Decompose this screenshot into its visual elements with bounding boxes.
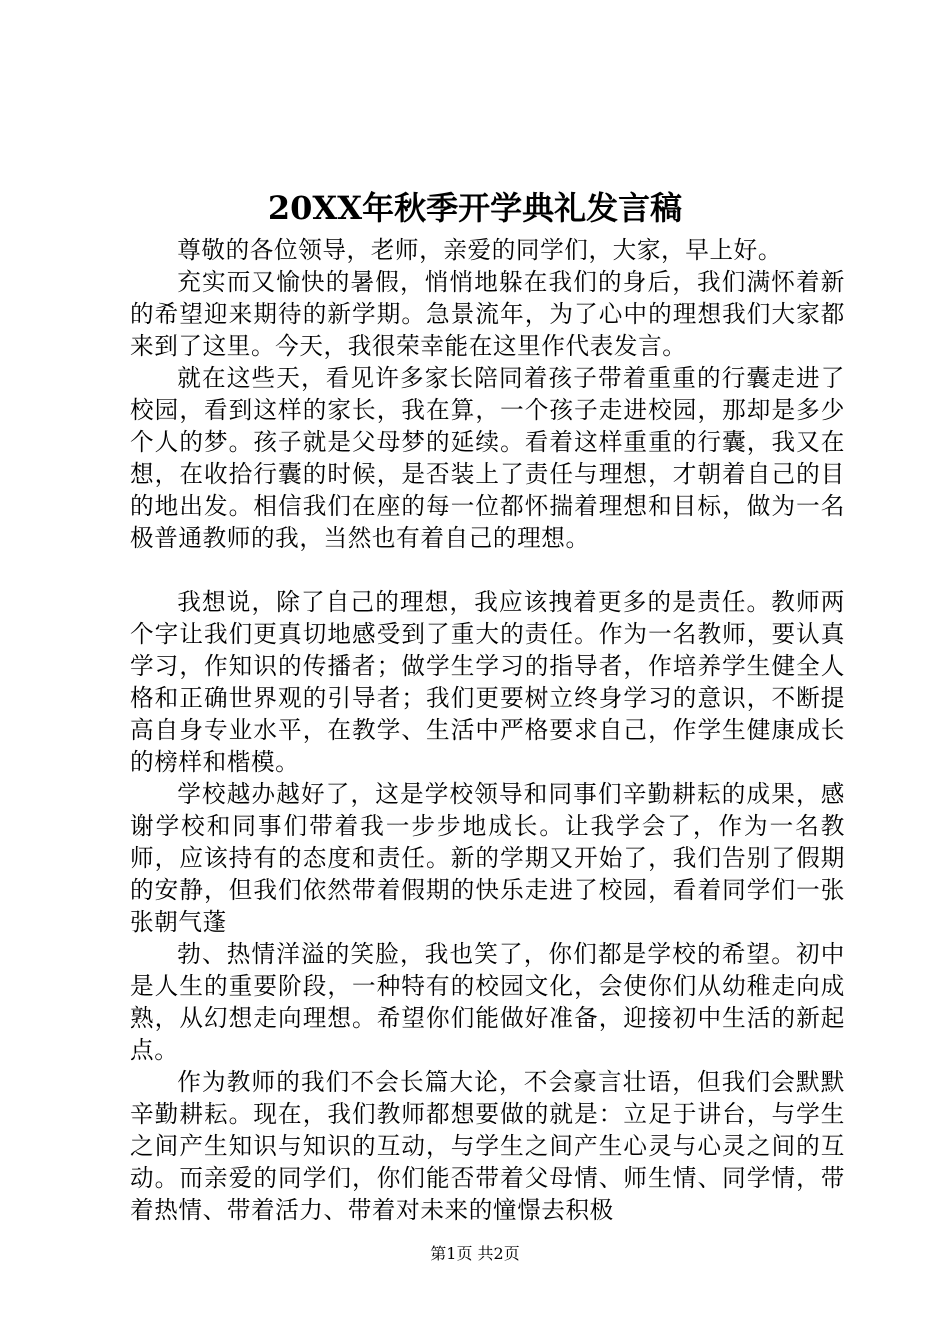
paragraph: 就在这些天，看见许多家长陪同着孩子带着重重的行囊走进了校园，看到这样的家长，我在算，一个孩子走进校园，那却是多少个人的梦。孩子就是父母梦的延续。看着这样重重的行囊，我又在想，在收拾行囊的时候，是否装上了责任与理想，才朝着自己的目的地出发。相信我们在座的每一位都怀揣着理想和目标，做为一名极普通教师的我，当然也有着自己的理想。 [130, 364, 845, 552]
paragraph: 充实而又愉快的暑假，悄悄地躲在我们的身后，我们满怀着新的希望迎来期待的新学期。急景流年，为了心中的理想我们大家都来到了这里。今天，我很荣幸能在这里作代表发言。 [130, 268, 845, 360]
paragraph: 我想说，除了自己的理想，我应该拽着更多的是责任。教师两个字让我们更真切地感受到了重大的责任。作为一名教师，要认真学习，作知识的传播者；做学生学习的指导者，作培养学生健全人格和正确世界观的引导者；我们更要树立终身学习的意识，不断提高自身专业水平，在教学、生活中严格要求自己，作学生健康成长的榜样和楷模。 [130, 588, 845, 776]
page-number-footer: 第1页 共2页 [430, 1244, 520, 1263]
paragraph: 作为教师的我们不会长篇大论，不会豪言壮语，但我们会默默辛勤耕耘。现在，我们教师都想要做的就是：立足于讲台，与学生之间产生知识与知识的互动，与学生之间产生心灵与心灵之间的互动。而亲爱的同学们，你们能否带着父母情、师生情、同学情，带着热情、带着活力、带着对未来的憧憬去积极 [130, 1068, 845, 1224]
paragraph: 学校越办越好了，这是学校领导和同事们辛勤耕耘的成果，感谢学校和同事们带着我一步步地成长。让我学会了，作为一名教师，应该持有的态度和责任。新的学期又开始了，我们告别了假期的安静，但我们依然带着假期的快乐走进了校园，看着同学们一张张朝气蓬 [130, 780, 845, 936]
paragraph-greeting: 尊敬的各位领导，老师，亲爱的同学们，大家，早上好。 [177, 236, 783, 264]
document-title: 20XX年秋季开学典礼发言稿 [267, 189, 683, 227]
paragraph: 勃、热情洋溢的笑脸，我也笑了，你们都是学校的希望。初中是人生的重要阶段，一种特有的校园文化，会使你们从幼稚走向成熟，从幻想走向理想。希望你们能做好准备，迎接初中生活的新起点。 [130, 940, 845, 1064]
document-body [130, 234, 845, 1226]
